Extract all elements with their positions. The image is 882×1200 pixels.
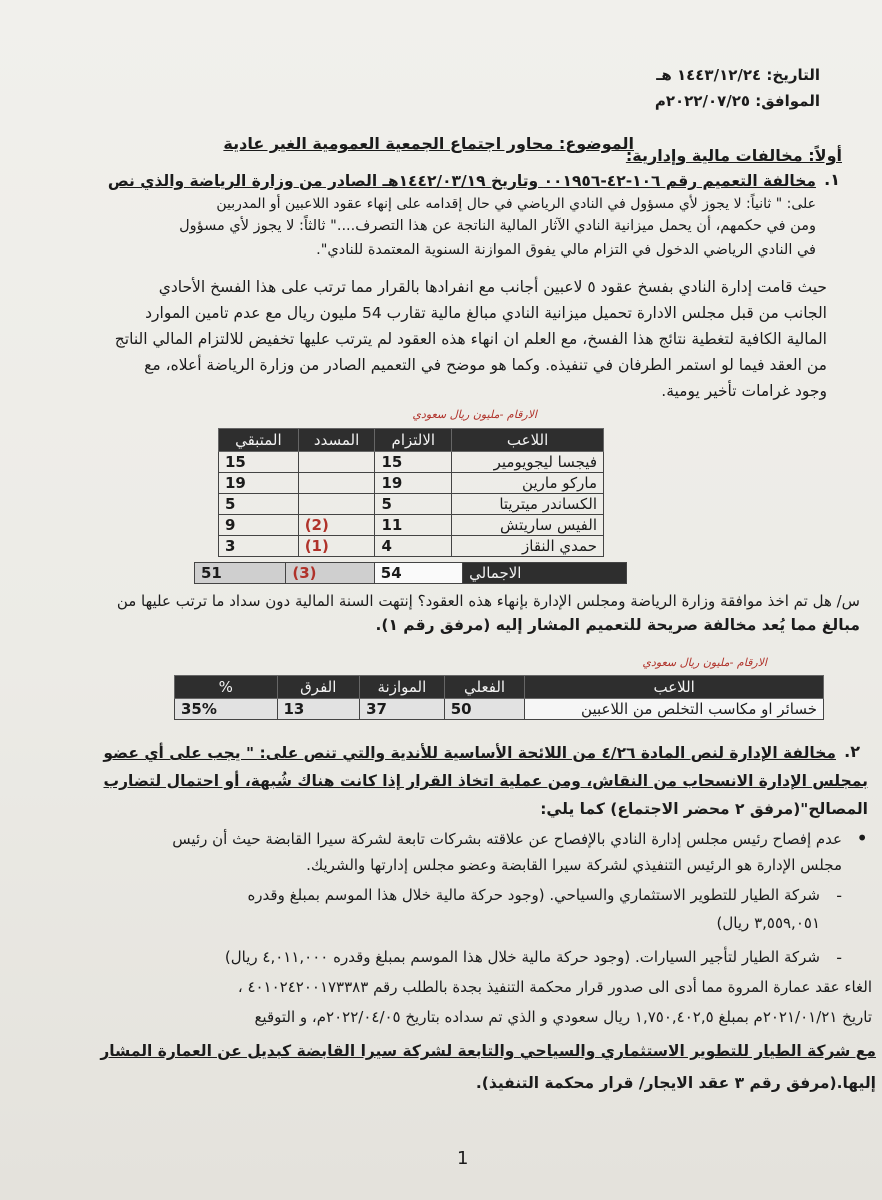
table-row [175, 699, 824, 720]
player-cell: الكساندر ميتريتا [452, 494, 604, 515]
section1-item-number: ١. [824, 170, 840, 189]
section1-line: على: " ثانياً: لا يجوز لأي مسؤول في النادي الرياضي في حال إقدامه على إنهاء عقود اللاعبين أو المدربين [216, 196, 816, 212]
actual-cell: 50 [444, 699, 525, 720]
section1-paragraph-line: وجود غرامات تأخير يومية. [661, 382, 827, 400]
section1-line: في النادي الرياضي الدخول في التزام مالي يفوق الموازنة السنوية المعتمدة للنادي". [316, 242, 816, 258]
remaining-cell: 3 [219, 536, 299, 557]
total-row [195, 563, 627, 584]
table2-caption: الارقام -مليون ريال سعودي [642, 656, 767, 669]
question-line: س/ هل تم اخذ موافقة وزارة الرياضة ومجلس الإدارة بإنهاء هذه العقود؟ إنتهت السنة المالية دون سداد ما ترتب عليها من [116, 592, 860, 610]
player-cell: حمدي النقاز [452, 536, 604, 557]
col-header-player: اللاعب [525, 676, 824, 699]
dash-icon: - [836, 886, 842, 905]
table-header-row [219, 429, 604, 452]
total-label: الاجمالي [463, 563, 627, 584]
commitment-cell: 5 [375, 494, 452, 515]
corresponding-date-line: الموافق: ٢٠٢٢/٠٧/٢٥م [654, 92, 820, 110]
remaining-cell: 15 [219, 452, 299, 473]
bullet-dot-icon: • [856, 826, 868, 850]
subject-line: الموضوع: محاور اجتماع الجمعية العمومية الغير عادية [223, 134, 634, 153]
tail-line: إليها.(مرفق رقم ٣ عقد الايجار/ قرار محكمة التنفيذ). [475, 1074, 876, 1092]
player-cell: فيجسا ليجويومير [452, 452, 604, 473]
question-line: مبالغ مما يُعد مخالفة صريحة للتعميم المشار إليه (مرفق رقم ١). [375, 616, 860, 634]
table-row [219, 515, 604, 536]
tail-line: الغاء عقد عمارة المروة مما أدى الى صدور قرار محكمة التنفيذ بجدة بالطلب رقم ٤٠١٠٢٤٢٠٠١٧٣٣٨٣ ، [237, 978, 872, 996]
commitment-cell: 4 [375, 536, 452, 557]
col-header-budget: الموازنة [360, 676, 445, 699]
table1-caption: الارقام -مليون ريال سعودي [412, 408, 537, 421]
page-number: 1 [457, 1148, 469, 1169]
section2-number: ٢. [844, 742, 860, 761]
section1-line: ومن في حكمهم، أن يحمل ميزانية النادي الآثار المالية الناتجة عن هذا التصرف...." ثالثاً: لا يجوز لأي مسؤول [179, 218, 816, 234]
total-commitment: 54 [374, 563, 462, 584]
col-header-percent: % [175, 676, 278, 699]
difference-cell: 13 [277, 699, 360, 720]
col-header-player: اللاعب [452, 429, 604, 452]
total-remaining: 51 [195, 563, 286, 584]
paid-cell: (1) [298, 536, 375, 557]
paid-cell [298, 473, 375, 494]
percent-cell: 35% [175, 699, 278, 720]
table-header-row [175, 676, 824, 699]
section2-line: المصالح"(مرفق ٢ محضر الاجتماع) كما يلي: [540, 800, 868, 818]
remaining-cell: 9 [219, 515, 299, 536]
col-header-paid: المسدد [298, 429, 375, 452]
bullet-line: مجلس الإدارة هو الرئيس التنفيذي لشركة سيرا القابضة وعضو مجلس إدارتها والشريك. [306, 856, 842, 874]
player-cell: ماركو مارين [452, 473, 604, 494]
table-row [219, 473, 604, 494]
dash-icon: - [836, 948, 842, 967]
date-line: التاريخ: ١٤٤٣/١٢/٢٤ هـ [656, 66, 820, 84]
dash-line: ٣,٥٥٩,٠٥١ ريال) [716, 914, 820, 932]
section1-paragraph-line: الجانب من قبل مجلس الادارة تحميل ميزانية النادي مبالغ مالية تقارب 54 مليون ريال مع عدم تامين الموارد [145, 304, 827, 322]
col-header-actual: الفعلي [444, 676, 525, 699]
tail-line: تاريخ ٢٠٢١/٠١/٢١م بمبلغ ١,٧٥٠,٤٠٢,٥ ريال سعودي و الذي تم سداده بتاريخ ٢٠٢٢/٠٤/٠٥م، و التوقيع [254, 1008, 872, 1026]
commitment-cell: 11 [375, 515, 452, 536]
bullet-line: عدم إفصاح رئيس مجلس إدارة النادي بالإفصاح عن علاقته بشركات تابعة لشركة سيرا القابضة حيث أن رئيس [172, 830, 842, 848]
section2-line: بمجلس الإدارة الانسحاب من النقاش، ومن عملية اتخاذ القرار إذا كانت هناك شُبهة، أو احتمال لتضارب [103, 772, 868, 790]
col-header-remaining: المتبقي [219, 429, 299, 452]
paid-cell: (2) [298, 515, 375, 536]
remaining-cell: 19 [219, 473, 299, 494]
players-contracts-table [218, 428, 604, 557]
budget-cell: 37 [360, 699, 445, 720]
paid-cell [298, 452, 375, 473]
table-row [219, 536, 604, 557]
col-header-commitment: الالتزام [375, 429, 452, 452]
table-row [219, 452, 604, 473]
dash-line: شركة الطيار للتطوير الاستثماري والسياحي. (وجود حركة مالية خلال هذا الموسم بمبلغ وقدره [247, 886, 820, 904]
players-disposal-table [174, 675, 824, 720]
total-paid: (3) [286, 563, 374, 584]
section1-paragraph-line: حيث قامت إدارة النادي بفسخ عقود ٥ لاعبين أجانب مع انفرادها بالقرار مما ترتب على هذا الفسخ الأحادي [158, 278, 827, 296]
section1-paragraph-line: المالية الكافية لتغطية نتائج هذا الفسخ، مع العلم ان انهاء هذه العقود لم يترتب عليها تخفيض للالتزام المالي الناتج [114, 330, 827, 348]
section1-paragraph-line: من العقد فيما لو استمر الطرفان في تنفيذه. وكما هو موضح في التعميم الصادر من وزارة الرياضة أعلاه، مع [144, 356, 827, 374]
players-total-table [194, 562, 627, 584]
section2-line: مخالفة الإدارة لنص المادة ٤/٢٦ من اللائحة الأساسية للأندية والتي تنص على: " يجب على أي عضو [103, 744, 836, 762]
section1-title: أولاً: مخالفات مالية وإدارية: [625, 146, 842, 165]
dash-line: شركة الطيار لتأجير السيارات. (وجود حركة مالية خلال هذا الموسم بمبلغ وقدره ٤,٠١١,٠٠٠ ريال) [224, 948, 820, 966]
paid-cell [298, 494, 375, 515]
commitment-cell: 15 [375, 452, 452, 473]
disposal-label-cell: خسائر او مكاسب التخلص من اللاعبين [525, 699, 824, 720]
col-header-difference: الفرق [277, 676, 360, 699]
commitment-cell: 19 [375, 473, 452, 494]
section1-item-title: مخالفة التعميم رقم ١٠٦-٤٢-٠٠١٩٥٦ وتاريخ ١٤٤٢/٠٣/١٩هـ الصادر من وزارة الرياضة والذي نص [107, 172, 816, 190]
player-cell: الفيس ساريتش [452, 515, 604, 536]
remaining-cell: 5 [219, 494, 299, 515]
table-row [219, 494, 604, 515]
tail-line: مع شركة الطيار للتطوير الاستثماري والسياحي والتابعة لشركة سيرا القابضة كبديل عن العمارة المشار [100, 1042, 876, 1060]
